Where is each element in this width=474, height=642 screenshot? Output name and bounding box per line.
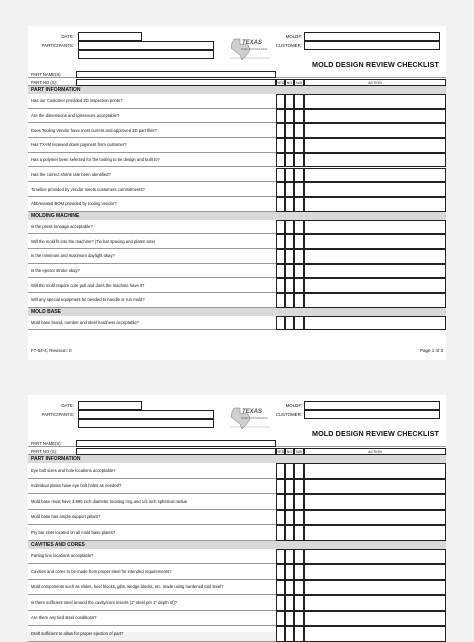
yes-cell[interactable] — [276, 510, 285, 526]
na-cell[interactable] — [294, 153, 304, 168]
action-cell[interactable] — [304, 595, 446, 611]
action-cell[interactable] — [304, 153, 446, 168]
action-cell[interactable] — [304, 494, 446, 510]
action-cell[interactable] — [304, 249, 446, 264]
action-column-header: ACTION — [304, 448, 446, 455]
action-cell[interactable] — [304, 123, 446, 138]
action-cell[interactable] — [304, 611, 446, 627]
yes-cell[interactable] — [276, 249, 285, 264]
checklist-question: Will the mold require core pull and does the machine have it? — [31, 282, 145, 288]
na-cell[interactable] — [294, 611, 304, 627]
no-column-header: NO — [286, 449, 293, 454]
na-cell[interactable] — [294, 197, 304, 212]
checklist-question: Has a polymer been selected for the tooling to be design and built to? — [31, 157, 160, 163]
checklist-question: Pry bar slots located on all mold base plates? — [31, 529, 116, 535]
customer-field[interactable] — [304, 41, 440, 50]
no-cell[interactable] — [285, 153, 294, 168]
na-column-header: N/A — [296, 80, 302, 85]
na-cell[interactable] — [294, 220, 304, 235]
action-cell[interactable] — [304, 316, 446, 331]
checklist-row — [28, 479, 446, 495]
na-cell[interactable] — [294, 479, 304, 495]
no-cell[interactable] — [285, 564, 294, 580]
participants-field[interactable] — [78, 41, 214, 50]
no-cell[interactable] — [285, 234, 294, 249]
mold-field[interactable] — [304, 401, 440, 410]
yes-cell[interactable] — [276, 264, 285, 279]
mold-label: MOLD#: — [285, 403, 302, 408]
na-cell[interactable] — [294, 580, 304, 596]
participants-label: PARTICIPANTS: — [41, 43, 74, 48]
action-cell[interactable] — [304, 580, 446, 596]
no-cell[interactable] — [285, 595, 294, 611]
na-cell[interactable] — [294, 182, 304, 197]
no-cell[interactable] — [285, 264, 294, 279]
checklist-row — [28, 264, 446, 279]
checklist-row — [28, 611, 446, 627]
company-logo — [228, 405, 272, 431]
na-cell[interactable] — [294, 109, 304, 124]
checklist-question: Has the correct shrink rate been identified? — [31, 171, 111, 177]
yes-cell[interactable] — [276, 316, 285, 331]
page-title: MOLD DESIGN REVIEW CHECKLIST — [312, 429, 439, 438]
checklist-body — [28, 70, 446, 340]
action-cell[interactable] — [304, 293, 446, 308]
no-column-header: NO — [286, 80, 293, 85]
checklist-question: Timeline provided by vendor meets customers commitments? — [31, 186, 145, 192]
yes-cell[interactable] — [276, 549, 285, 565]
yes-cell[interactable] — [276, 94, 285, 109]
no-cell[interactable] — [285, 479, 294, 495]
checklist-question: Has TX-IM received down payment from customer? — [31, 142, 127, 148]
na-cell[interactable] — [294, 626, 304, 642]
checklist-question: Is the ejector stroke okay? — [31, 268, 80, 274]
yes-cell[interactable] — [276, 109, 285, 124]
no-cell[interactable] — [285, 94, 294, 109]
yes-column-header: YES — [277, 449, 285, 454]
checklist-question: Parting line locations acceptable? — [31, 553, 94, 559]
no-cell[interactable] — [285, 168, 294, 183]
no-cell[interactable] — [285, 138, 294, 153]
no-cell[interactable] — [285, 549, 294, 565]
checklist-row — [28, 510, 446, 526]
yes-cell[interactable] — [276, 234, 285, 249]
na-cell[interactable] — [294, 249, 304, 264]
checklist-row — [28, 249, 446, 264]
footer-page-number: Page 1 of 3 — [419, 348, 443, 353]
checklist-body — [28, 439, 446, 636]
checklist-question: Are there any tied steel conditions? — [31, 615, 97, 621]
yes-cell[interactable] — [276, 138, 285, 153]
part-no-field[interactable] — [76, 79, 276, 86]
yes-cell[interactable] — [276, 123, 285, 138]
checklist-row — [28, 525, 446, 541]
yes-cell[interactable] — [276, 494, 285, 510]
no-cell[interactable] — [285, 182, 294, 197]
action-cell[interactable] — [304, 525, 446, 541]
na-cell[interactable] — [294, 94, 304, 109]
yes-cell[interactable] — [276, 220, 285, 235]
participants-field[interactable] — [78, 410, 214, 419]
action-column-header: ACTION — [304, 79, 446, 86]
logo-wordmark: TEXAS — [242, 409, 263, 415]
checklist-page-2 — [28, 395, 446, 636]
no-cell[interactable] — [285, 123, 294, 138]
date-label: DATE: — [61, 34, 74, 39]
page-title: MOLD DESIGN REVIEW CHECKLIST — [312, 60, 439, 69]
participants-field-2[interactable] — [78, 50, 214, 59]
na-cell[interactable] — [294, 525, 304, 541]
checklist-row — [28, 220, 446, 235]
yes-cell[interactable] — [276, 463, 285, 479]
na-column-header: N/A — [296, 449, 302, 454]
checklist-row — [28, 293, 446, 308]
no-cell[interactable] — [285, 249, 294, 264]
yes-cell[interactable] — [276, 293, 285, 308]
checklist-row — [28, 564, 446, 580]
na-cell[interactable] — [294, 123, 304, 138]
checklist-row — [28, 197, 446, 212]
checklist-row — [28, 278, 446, 293]
section-header: CAVITIES AND CORES — [28, 541, 446, 549]
checklist-question: Mold base has ample support pillars? — [31, 514, 101, 520]
na-cell[interactable] — [294, 316, 304, 331]
checklist-row — [28, 463, 446, 479]
checklist-row — [28, 153, 446, 168]
part-no-label: PART NO (S): — [31, 79, 58, 85]
checklist-row — [28, 494, 446, 510]
checklist-question: Will the mold fit into the machine? (Tie bar spacing and platen size) — [31, 238, 156, 244]
yes-cell[interactable] — [276, 153, 285, 168]
checklist-row — [28, 234, 446, 249]
no-cell[interactable] — [285, 316, 294, 331]
yes-cell[interactable] — [276, 197, 285, 212]
checklist-row — [28, 182, 446, 197]
checklist-question: Eye bolt sizes and hole locations acceptable? — [31, 467, 116, 473]
action-cell[interactable] — [304, 182, 446, 197]
checklist-question: Mold components such as slides, heel blocks, gibs, wedge blocks, etc. made using hardened tool steel? — [31, 584, 224, 590]
checklist-question: Mold base must have 3.990 inch diameter locating ring and 1/2 inch spherical radius — [31, 498, 187, 504]
checklist-row — [28, 626, 446, 642]
yes-cell[interactable] — [276, 626, 285, 642]
participants-label: PARTICIPANTS: — [41, 412, 74, 417]
checklist-row — [28, 549, 446, 565]
action-cell[interactable] — [304, 138, 446, 153]
checklist-question: Are the dimensions and tolerances acceptable? — [31, 113, 120, 119]
na-cell[interactable] — [294, 278, 304, 293]
checklist-row — [28, 580, 446, 596]
na-cell[interactable] — [294, 494, 304, 510]
checklist-row — [28, 94, 446, 109]
checklist-question: Mold base brand, number and steel hardness acceptable? — [31, 320, 140, 326]
checklist-question: Cavities and cores to be made from proper steel for intended requirements? — [31, 568, 172, 574]
checklist-question: Is there sufficient steel around the cavity/core inserts (1" steel per 1" depth of)? — [31, 599, 178, 605]
no-cell[interactable] — [285, 220, 294, 235]
checklist-question: Is the press tonnage acceptable? — [31, 223, 93, 229]
action-cell[interactable] — [304, 564, 446, 580]
logo-subtitle: INJECTION MOLDING — [241, 417, 268, 420]
mold-field[interactable] — [304, 32, 440, 41]
company-logo — [228, 36, 272, 62]
no-cell[interactable] — [285, 278, 294, 293]
yes-cell[interactable] — [276, 525, 285, 541]
checklist-question: Draft sufficient to allow for proper ejection of part? — [31, 630, 124, 636]
no-cell[interactable] — [285, 626, 294, 642]
customer-field[interactable] — [304, 410, 440, 419]
date-field[interactable] — [78, 32, 142, 41]
logo-subtitle: INJECTION MOLDING — [241, 48, 268, 51]
checklist-question: Does Tooling Vendor have most current and approved 3D part files? — [31, 127, 157, 133]
no-cell[interactable] — [285, 510, 294, 526]
mold-label: MOLD#: — [285, 34, 302, 39]
yes-cell[interactable] — [276, 611, 285, 627]
checklist-page-1 — [28, 26, 446, 360]
checklist-row — [28, 168, 446, 183]
part-names-row — [28, 439, 446, 447]
part-names-field[interactable] — [76, 71, 276, 78]
action-cell[interactable] — [304, 463, 446, 479]
na-cell[interactable] — [294, 264, 304, 279]
no-cell[interactable] — [285, 109, 294, 124]
checklist-question: Is the minimum and maximum daylight okay? — [31, 253, 115, 259]
action-cell[interactable] — [304, 234, 446, 249]
action-cell[interactable] — [304, 197, 446, 212]
action-cell[interactable] — [304, 479, 446, 495]
na-cell[interactable] — [294, 510, 304, 526]
na-cell[interactable] — [294, 234, 304, 249]
part-names-label: PART NAME(S): — [31, 71, 62, 77]
action-cell[interactable] — [304, 626, 446, 642]
no-cell[interactable] — [285, 463, 294, 479]
no-cell[interactable] — [285, 525, 294, 541]
section-header: PART INFORMATION — [28, 86, 446, 94]
section-header: MOLD BASE — [28, 308, 446, 316]
yes-cell[interactable] — [276, 580, 285, 596]
logo-wordmark: TEXAS — [242, 40, 263, 46]
part-no-row — [28, 78, 446, 86]
no-cell[interactable] — [285, 580, 294, 596]
date-field[interactable] — [78, 401, 142, 410]
date-label: DATE: — [61, 403, 74, 408]
checklist-row — [28, 138, 446, 153]
part-names-field[interactable] — [76, 440, 276, 447]
checklist-row — [28, 316, 446, 331]
customer-label: CUSTOMER: — [275, 43, 302, 48]
checklist-question: Abbreviated BOM provided by tooling vendor? — [31, 201, 117, 207]
part-no-label: PART NO (S): — [31, 448, 58, 454]
yes-cell[interactable] — [276, 564, 285, 580]
na-cell[interactable] — [294, 293, 304, 308]
yes-column-header: YES — [277, 80, 285, 85]
action-cell[interactable] — [304, 220, 446, 235]
checklist-row — [28, 595, 446, 611]
na-cell[interactable] — [294, 168, 304, 183]
na-cell[interactable] — [294, 463, 304, 479]
action-cell[interactable] — [304, 264, 446, 279]
action-cell[interactable] — [304, 549, 446, 565]
checklist-question: Individual plates have eye bolt holes as needed? — [31, 483, 122, 489]
na-cell[interactable] — [294, 549, 304, 565]
na-cell[interactable] — [294, 564, 304, 580]
yes-cell[interactable] — [276, 168, 285, 183]
checklist-question: Has our Customer provided 2D inspection prints? — [31, 98, 123, 104]
action-cell[interactable] — [304, 278, 446, 293]
yes-cell[interactable] — [276, 479, 285, 495]
action-cell[interactable] — [304, 94, 446, 109]
yes-cell[interactable] — [276, 595, 285, 611]
na-cell[interactable] — [294, 595, 304, 611]
section-header: MOLDING MACHINE — [28, 212, 446, 220]
yes-cell[interactable] — [276, 182, 285, 197]
part-names-label: PART NAME(S): — [31, 440, 62, 446]
customer-label: CUSTOMER: — [275, 412, 302, 417]
no-cell[interactable] — [285, 611, 294, 627]
action-cell[interactable] — [304, 510, 446, 526]
no-cell[interactable] — [285, 494, 294, 510]
yes-cell[interactable] — [276, 278, 285, 293]
action-cell[interactable] — [304, 109, 446, 124]
part-names-row — [28, 70, 446, 78]
footer-revision: F7-54-4, Revision: 0 — [31, 348, 72, 353]
no-cell[interactable] — [285, 293, 294, 308]
na-cell[interactable] — [294, 138, 304, 153]
part-no-row — [28, 447, 446, 455]
part-no-field[interactable] — [76, 448, 276, 455]
checklist-row — [28, 109, 446, 124]
action-cell[interactable] — [304, 168, 446, 183]
checklist-question: Will any special equipment be needed to handle or run mold? — [31, 297, 145, 303]
participants-field-2[interactable] — [78, 419, 214, 428]
no-cell[interactable] — [285, 197, 294, 212]
checklist-row — [28, 123, 446, 138]
section-header: PART INFORMATION — [28, 455, 446, 463]
